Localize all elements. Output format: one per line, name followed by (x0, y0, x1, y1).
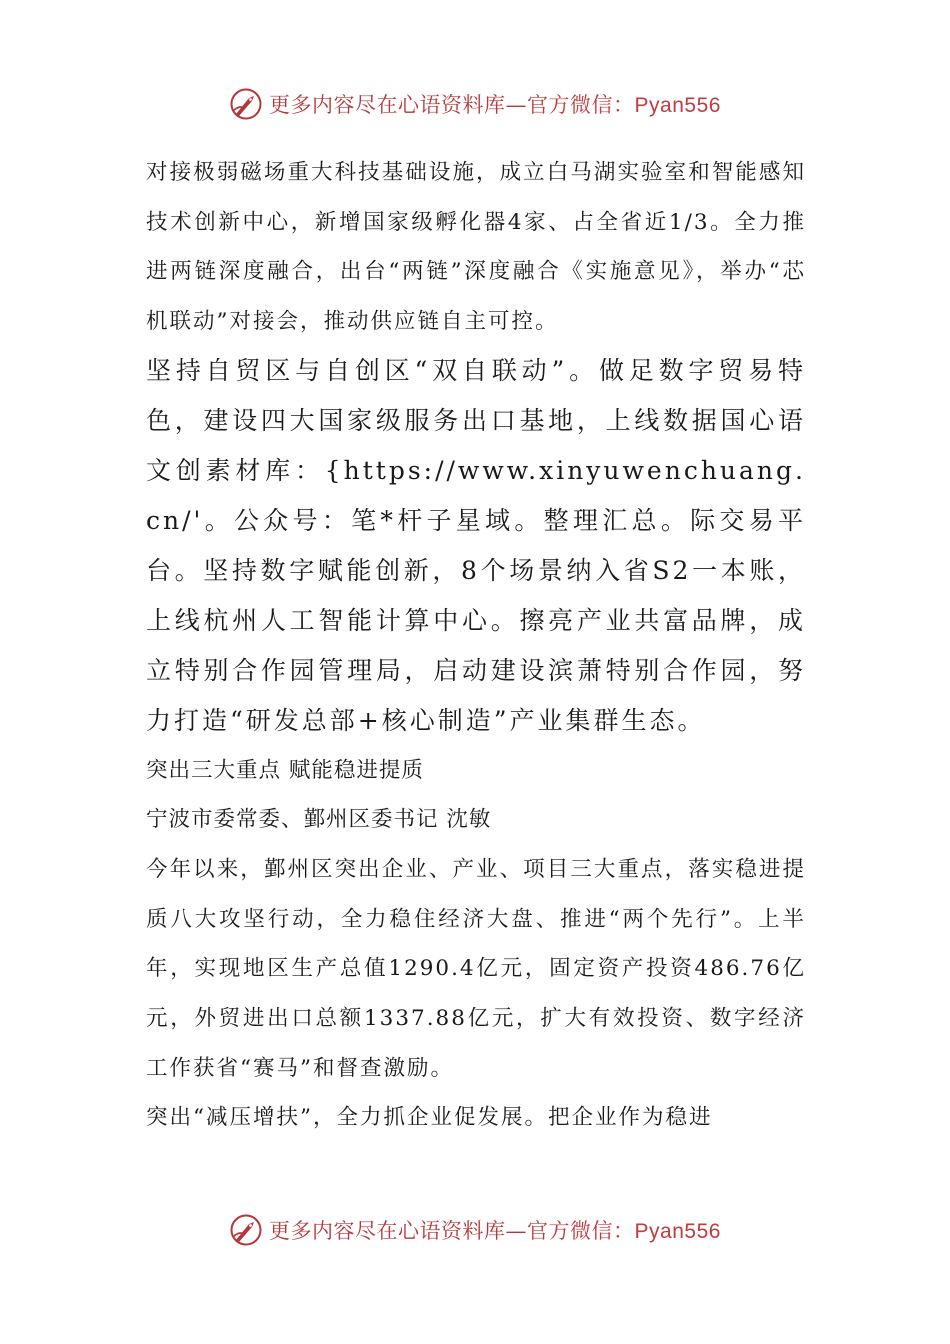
banner-text (269, 1215, 721, 1245)
pen-nib-logo-icon (229, 87, 263, 121)
paragraph-tech-infrastructure: 对接极弱磁场重大科技基础设施，成立白马湖实验室和智能感知技术创新中心，新增国家级孵化器4家、占全省近1/3。全力推进两链深度融合，出台“两链”深度融合《实施意见》，举办“芯机联动”对接会，推动供应链自主可控。 (146, 160, 806, 334)
banner-brand: 更多内容尽在心语资料库 (269, 93, 506, 117)
article-body (146, 148, 806, 1143)
paragraph-yinzhou-overview: 今年以来，鄞州区突出企业、产业、项目三大重点，落实稳进提质八大攻坚行动，全力稳住经济大盘、推进“两个先行”。上半年，实现地区生产总值1290.4亿元，固定资产投资486.76亿元，外贸进出口总额1337.88亿元，扩大有效投资、数字经济工作获省“赛马”和督查激励。 (146, 857, 806, 1081)
header-banner[interactable] (0, 82, 950, 126)
banner-wechat-id: Pyan556 (634, 94, 721, 117)
banner-wechat-label: 官方微信： (527, 93, 635, 117)
banner-separator: — (505, 1219, 528, 1243)
banner-brand: 更多内容尽在心语资料库 (269, 1219, 506, 1243)
banner-wechat-label: 官方微信： (527, 1219, 635, 1243)
section-heading: 突出三大重点 赋能稳进提质 (146, 757, 424, 783)
banner-wechat-id: Pyan556 (634, 1220, 721, 1243)
banner-text (269, 89, 721, 119)
paragraph-enterprise-support: 突出“减压增扶”，全力抓企业促发展。把企业作为稳进 (146, 1105, 713, 1131)
author-line: 宁波市委常委、鄞州区委书记 沈敏 (146, 807, 492, 833)
pen-nib-logo-icon (229, 1213, 263, 1247)
paragraph-free-trade-zone: 坚持自贸区与自创区“双自联动”。做足数字贸易特色，建设四大国家级服务出口基地，上线数据国心语文创素材库：{https://www.xinyuwenchuang.cn/'。公众号：笔*杆子星域。整理汇总。际交易平台。坚持数字赋能创新，8个场景纳入省S2一本账，上线杭州人工智能计算中心。擦亮产业共富品牌，成立特别合作园管理局，启动建设滨萧特别合作园，努力打造“研发总部+核心制造”产业集群生态。 (146, 356, 806, 735)
footer-banner[interactable] (0, 1208, 950, 1252)
banner-separator: — (505, 93, 528, 117)
